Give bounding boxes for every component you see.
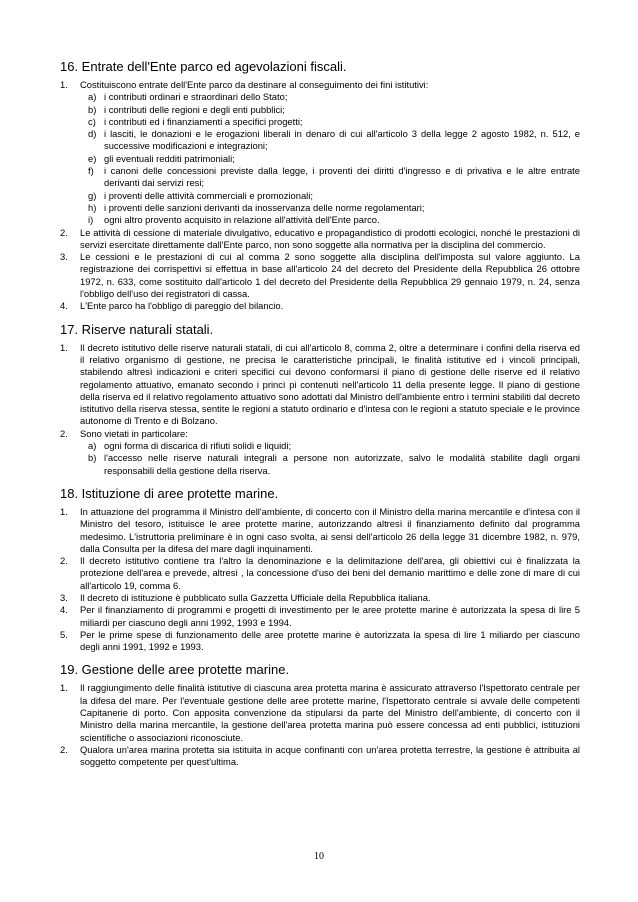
paragraph-text: Le cessioni e le prestazioni di cui al comma 2 sono soggette alla disciplina dell'imposta sul valore aggiunto. La registrazione dei corrispettivi si effettua in base all'articolo 24 del decreto del Presidente della Repubblica 26 ottobre 1972, n. 633, come sostituito dall'articolo 1 del decreto del Presidente della Repubblica 29 gennaio 1979, n. 24, senza l'obbligo dell'uso dei registratori di cassa. (80, 251, 580, 300)
paragraph (60, 629, 580, 654)
paragraph (60, 506, 580, 555)
paragraph-number: 3. (60, 251, 68, 263)
sub-item-text: i proventi delle attività commerciali e promozionali; (104, 189, 313, 201)
section (60, 661, 580, 768)
paragraph-number: 1. (60, 79, 68, 90)
sub-item-text: i contributi ed i finanziamenti a specifici progetti; (104, 115, 303, 127)
paragraph-number: 1. (60, 341, 68, 353)
sub-item-letter: h) (88, 201, 97, 213)
paragraph (60, 592, 580, 604)
section-title: 16. Entrate dell'Ente parco ed agevolazioni fiscali. (60, 59, 347, 74)
sub-item (60, 440, 580, 452)
sub-item-text: l'accesso nelle riserve naturali integrali a persone non autorizzate, salvo le modalità stabilite dagli organi responsabili della gestione della riserva. (104, 452, 580, 476)
paragraph-text: L'Ente parco ha l'obbligo di pareggio del bilancio. (80, 300, 284, 312)
paragraph-number: 1. (60, 505, 68, 517)
paragraph-number: 2. (60, 555, 68, 567)
paragraph-text: Per le prime spese di funzionamento delle aree protette marine è autorizzata la spesa di lire 1 miliardo per ciascuno degli anni 1991, 1992 e 1993. (80, 628, 580, 653)
sub-item (60, 116, 580, 128)
sub-item (60, 91, 580, 103)
paragraph-text: In attuazione del programma il Ministro dell'ambiente, di concerto con il Ministro della marina mercantile e d'intesa con il Ministro del tesoro, istituisce le aree protette marine, autorizzando altresì il finanziamento definito dal programma medesimo. L'istruttoria preliminare è in ogni caso svolta, ai sensi dell'articolo 26 della legge 31 dicembre 1982, n. 979, dalla Consulta per la difesa del mare dagli inquinamenti. (80, 505, 580, 554)
sub-item-letter: c) (88, 115, 96, 127)
section (60, 485, 580, 654)
sub-item-letter: f) (88, 165, 94, 177)
sub-item-letter: a) (88, 440, 97, 452)
paragraph-text: Il decreto istitutivo contiene tra l'altro la denominazione e la delimitazione dell'area, gli obiettivi cui è finalizzata la protezione dell'area e prevede, altresì , la concessione d'uso dei beni del demanio marittimo e delle zone di mare di cui all'articolo 19, comma 6. (80, 555, 580, 591)
sub-item (60, 214, 580, 226)
paragraph-number: 4. (60, 604, 68, 616)
paragraph (60, 555, 580, 592)
paragraph-number: 1. (60, 682, 68, 694)
paragraph-text: Il raggiungimento delle finalità istitutive di ciascuna area protetta marina è assicurato attraverso l'Ispettorato centrale per la difesa del mare. Per l'eventuale gestione delle aree protette marine, l'Ispettorato centrale si avvale delle competenti Capitanerie di porto. Con apposita convenzione da stipularsi da parte del Ministro dell'ambiente, di concerto con il Ministro della marina mercantile, la gestione dell'area protetta marina può essere concessa ad enti pubblici, istituzioni scientifiche o associazioni riconosciute. (80, 682, 580, 743)
paragraph (60, 300, 580, 312)
sub-item (60, 165, 580, 190)
sub-item (60, 202, 580, 214)
paragraph-text: Le attività di cessione di materiale divulgativo, educativo e propagandistico di prodotti ecologici, nonché le prestazioni di servizi esercitate direttamente dall'Ente parco, non sono soggette alla normativa per la disciplina del commercio. (80, 226, 580, 250)
paragraph (60, 604, 580, 629)
paragraph-number: 5. (60, 628, 68, 640)
sub-item-letter: d) (88, 128, 97, 140)
paragraph-text: Per il finanziamento di programmi e progetti di investimento per le aree protette marine è autorizzata la spesa di lire 5 miliardi per ciascuno degli anni 1992, 1993 e 1994. (80, 604, 580, 628)
paragraph-number: 2. (60, 226, 68, 238)
sub-item-text: i canoni delle concessioni previste dalla legge, i proventi dei diritti d'ingresso e di privativa e le altre entrate derivanti dai servizi resi; (104, 165, 580, 189)
sub-item-letter: g) (88, 189, 97, 201)
sub-item (60, 153, 580, 165)
paragraph (60, 227, 580, 252)
sub-item (60, 104, 580, 116)
sub-item-text: i contributi delle regioni e degli enti pubblici; (104, 103, 285, 115)
sub-item (60, 190, 580, 202)
sub-item-letter: i) (88, 214, 94, 226)
paragraph (60, 251, 580, 300)
paragraph-number: 2. (60, 743, 68, 755)
sub-item-letter: e) (88, 152, 97, 164)
page-number: 10 (314, 851, 324, 862)
sub-item-letter: b) (88, 452, 97, 464)
sub-item-text: ogni forma di discarica di rifiuti solidi e liquidi; (104, 440, 292, 452)
paragraph-text: Sono vietati in particolare: (80, 427, 188, 439)
sub-item-text: i lasciti, le donazioni e le erogazioni liberali in denaro di cui all'articolo 3 della legge 2 agosto 1982, n. 512, e successive modificazioni e integrazioni; (104, 128, 580, 152)
section (60, 58, 580, 313)
paragraph-text: Costituiscono entrate dell'Ente parco da destinare al conseguimento dei fini istitutivi: (80, 79, 429, 90)
section-title: 17. Riserve naturali statali. (60, 321, 214, 337)
paragraph (60, 428, 580, 440)
paragraph-text: Il decreto di istituzione è pubblicato sulla Gazzetta Ufficiale della Repubblica italiana. (80, 591, 431, 603)
section-title: 18. Istituzione di aree protette marine. (60, 485, 279, 501)
sub-item-letter: b) (88, 103, 97, 115)
section (60, 321, 580, 477)
sub-item-letter: a) (88, 91, 97, 103)
paragraph (60, 682, 580, 743)
paragraph (60, 342, 580, 428)
paragraph-number: 4. (60, 300, 68, 312)
document-body (60, 58, 580, 777)
sub-item-text: i contributi ordinari e straordinari dello Stato; (104, 91, 288, 103)
sub-item-text: gli eventuali redditi patrimoniali; (104, 152, 235, 164)
paragraph-number: 2. (60, 427, 68, 439)
paragraph-number: 3. (60, 591, 68, 603)
sub-item (60, 128, 580, 153)
sub-item-text: ogni altro provento acquisito in relazione all'attività dell'Ente parco. (104, 214, 380, 226)
paragraph (60, 79, 580, 91)
paragraph-text: Il decreto istitutivo delle riserve naturali statali, di cui all'articolo 8, comma 2, oltre a determinare i confini della riserva ed il relativo organismo di gestione, ne precisa le caratteristiche principali, le finalità istitutive ed i vincoli principali, stabilendo altresì indicazioni e criteri specifici cui devono conformarsi il piano di gestione delle riserve ed il relativo regolamento attuativo, emanato secondo i princì pi contenuti nell'articolo 11 della presente legge. Il piano di gestione della riserva ed il relativo regolamento attuativo sono adottati dal Ministro dell'ambiente entro i termini stabiliti dal decreto istitutivo della riserva stessa, sentite le regioni a statuto ordinario e d'intesa con le regioni a statuto speciale e le province autonome di Trento e di Bolzano. (80, 341, 580, 427)
section-title: 19. Gestione delle aree protette marine. (60, 662, 290, 678)
sub-item-text: i proventi delle sanzioni derivanti da inosservanza delle norme regolamentari; (104, 201, 425, 213)
paragraph (60, 744, 580, 769)
paragraph-text: Qualora un'area marina protetta sia istituita in acque confinanti con un'area protetta terrestre, la gestione è attribuita al soggetto competente per quest'ultima. (80, 743, 580, 768)
sub-item (60, 452, 580, 477)
